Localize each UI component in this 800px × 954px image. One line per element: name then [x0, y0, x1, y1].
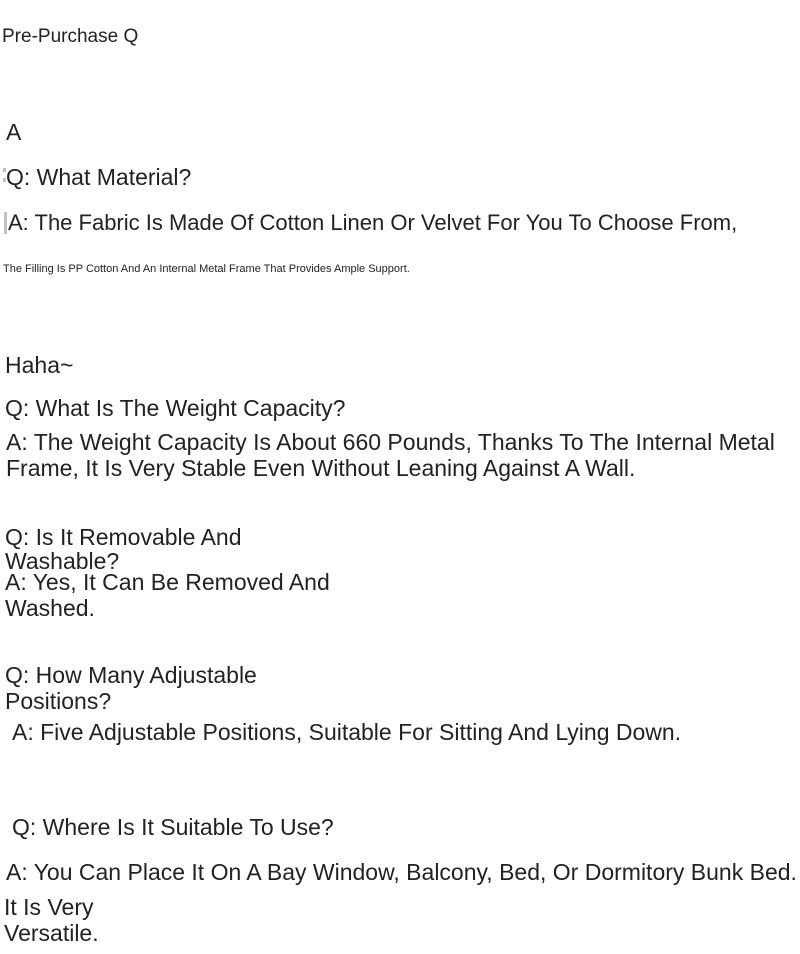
faq-question-usage: Q: Where Is It Suitable To Use?	[12, 814, 334, 840]
page-heading: Pre-Purchase Q	[2, 26, 139, 47]
faq-answer-weight: A: The Weight Capacity Is About 660 Pounds, Thanks To The Internal Metal Frame, It Is Very Stable Even Without Leaning Against A Wall.	[6, 429, 775, 481]
faq-question-weight: Q: What Is The Weight Capacity?	[5, 395, 346, 421]
faq-answer-material: A: The Fabric Is Made Of Cotton Linen Or Velvet For You To Choose From,	[8, 210, 738, 235]
faq-answer-usage-continued: It Is Very Versatile.	[4, 894, 99, 946]
decorative-mark	[4, 212, 7, 234]
faq-answer-material-continued: The Filling Is PP Cotton And An Internal Metal Frame That Provides Ample Support.	[3, 263, 410, 275]
faq-question-positions: Q: How Many Adjustable Positions?	[5, 662, 257, 714]
faq-answer-positions: A: Five Adjustable Positions, Suitable For Sitting And Lying Down.	[12, 719, 682, 745]
faq-answer-usage: A: You Can Place It On A Bay Window, Balcony, Bed, Or Dormitory Bunk Bed.	[6, 859, 797, 885]
faq-question-material: Q: What Material?	[6, 164, 192, 190]
interjection-text: Haha~	[5, 352, 74, 378]
faq-question-washable: Q: Is It Removable And Washable?	[5, 524, 242, 575]
faq-answer-washable: A: Yes, It Can Be Removed And Washed.	[5, 569, 330, 621]
answer-label: A	[6, 119, 22, 145]
